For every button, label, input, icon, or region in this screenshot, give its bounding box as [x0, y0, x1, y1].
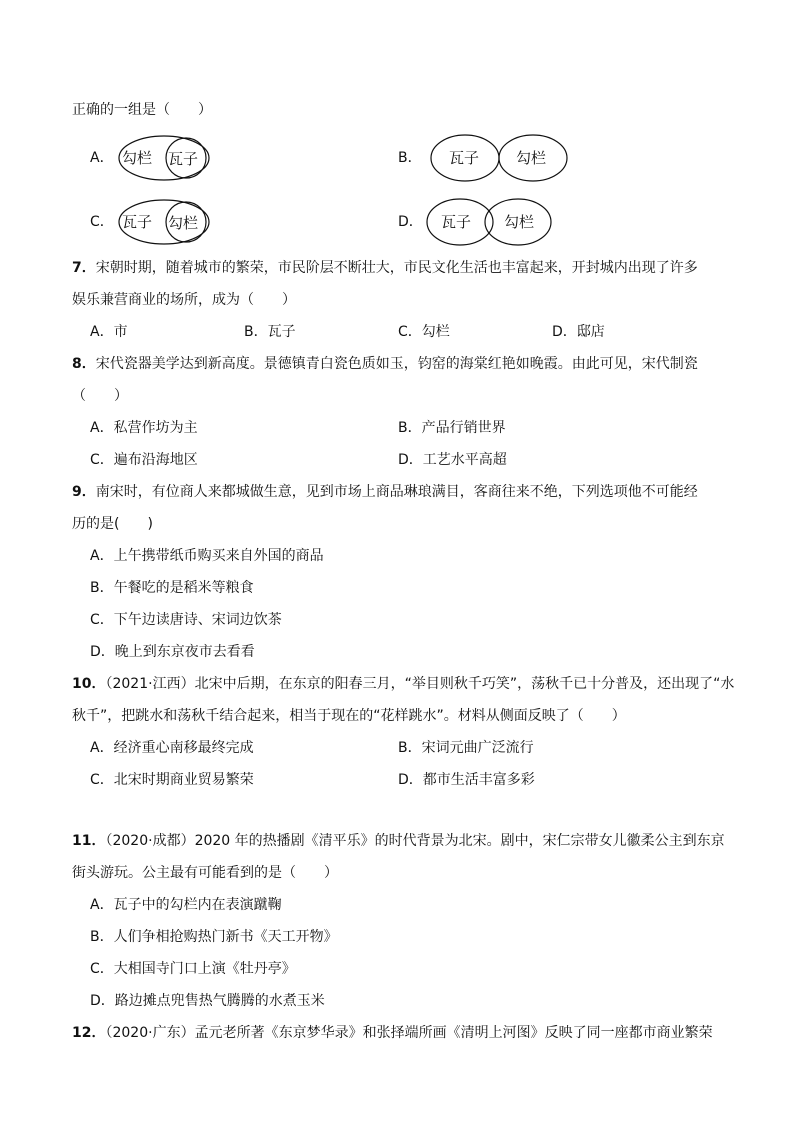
q7-option-b[interactable]: B．瓦子 [244, 324, 296, 340]
q7-number: 7． [72, 260, 96, 276]
q10-text1: 北宋中后期，在东京的阳春三月，“举目则秋千巧笑”，荡秋千已十分普及，还出现了“水 [194, 676, 735, 692]
q12-number: 12． [72, 1025, 106, 1041]
q10-option-d[interactable]: D．都市生活丰富多彩 [398, 772, 535, 788]
q6-stem-tail: 正确的一组是（ ） [72, 102, 212, 118]
q6-a-inner-label: 瓦子 [168, 150, 199, 168]
q10-option-c[interactable]: C．北宋时期商业贸易繁荣 [90, 772, 254, 788]
q6-option-c-diagram [116, 198, 216, 250]
q10-line1 [72, 674, 734, 694]
q8-option-c[interactable]: C．遍布沿海地区 [90, 452, 198, 468]
q8-text1: 宋代瓷器美学达到新高度。景德镇青白瓷色质如玉，钧窑的海棠红艳如晚霞。由此可见，宋代制瓷 [95, 356, 698, 372]
q6-a-outer-label: 勾栏 [122, 149, 153, 167]
q11-option-a[interactable]: A．瓦子中的勾栏内在表演蹴鞠 [90, 897, 282, 913]
q6-option-d-diagram [426, 198, 556, 252]
q6-option-b-letter[interactable]: B． [398, 150, 422, 166]
q6-d-left-label: 瓦子 [441, 213, 472, 231]
q8-option-a[interactable]: A．私营作坊为主 [90, 420, 198, 436]
q7-option-a[interactable]: A．市 [90, 324, 128, 340]
q11-line1 [72, 831, 725, 851]
q10-number: 10． [72, 676, 106, 692]
q12-text1: 孟元老所著《东京梦华录》和张择端所画《清明上河图》反映了同一座都市商业繁荣 [194, 1025, 713, 1041]
q11-number: 11． [72, 833, 106, 849]
q9-number: 9． [72, 484, 96, 500]
q6-b-right-label: 勾栏 [516, 149, 547, 167]
q10-source: （2021·江西） [105, 676, 195, 692]
q12-source: （2020·广东） [105, 1025, 195, 1041]
q9-option-d[interactable]: D．晚上到东京夜市去看看 [90, 644, 255, 660]
q9-line1 [72, 482, 698, 502]
q6-option-d-letter[interactable]: D． [398, 214, 423, 230]
q6-b-left-label: 瓦子 [449, 149, 480, 167]
q9-option-b[interactable]: B．午餐吃的是稻米等粮食 [90, 580, 254, 596]
q6-d-right-label: 勾栏 [504, 213, 535, 231]
q7-option-d[interactable]: D．邸店 [552, 324, 605, 340]
q7-text1: 宋朝时期，随着城市的繁荣，市民阶层不断壮大，市民文化生活也丰富起来，开封城内出现了许多 [95, 260, 698, 276]
q6-c-inner-label: 勾栏 [168, 214, 199, 232]
q10-option-a[interactable]: A．经济重心南移最终完成 [90, 740, 254, 756]
q8-line1 [72, 354, 698, 374]
q8-number: 8． [72, 356, 96, 372]
q9-text1: 南宋时，有位商人来都城做生意，见到市场上商品琳琅满目，客商往来不绝，下列选项他不可能经 [95, 484, 698, 500]
q10-line2: 秋千”，把跳水和荡秋千结合起来，相当于现在的“花样跳水”。材料从侧面反映了（ ） [72, 708, 626, 724]
q10-option-b[interactable]: B．宋词元曲广泛流行 [398, 740, 534, 756]
q11-source: （2020·成都） [105, 833, 195, 849]
q8-option-d[interactable]: D．工艺水平高超 [398, 452, 507, 468]
q11-option-d[interactable]: D．路边摊点兜售热气腾腾的水煮玉米 [90, 993, 325, 1009]
q6-option-c-letter[interactable]: C． [90, 214, 114, 230]
q8-line2: （ ） [72, 388, 128, 404]
q7-option-c[interactable]: C．勾栏 [398, 324, 450, 340]
q6-option-b-diagram [430, 134, 570, 188]
q11-option-c[interactable]: C．大相国寺门口上演《牡丹亭》 [90, 961, 296, 977]
q11-option-b[interactable]: B．人们争相抢购热门新书《天工开物》 [90, 929, 338, 945]
q9-option-a[interactable]: A．上午携带纸币购买来自外国的商品 [90, 548, 324, 564]
q12-line1 [72, 1023, 713, 1043]
q9-line2: 历的是( ) [72, 516, 153, 532]
q6-option-a-diagram [116, 134, 216, 186]
q11-line2: 街头游玩。公主最有可能看到的是（ ） [72, 865, 338, 881]
q6-c-outer-label: 瓦子 [122, 213, 153, 231]
q8-option-b[interactable]: B．产品行销世界 [398, 420, 506, 436]
q9-option-c[interactable]: C．下午边读唐诗、宋词边饮茶 [90, 612, 282, 628]
q6-option-a-letter[interactable]: A． [90, 150, 114, 166]
q7-line2: 娱乐兼营商业的场所，成为（ ） [72, 292, 296, 308]
q7-line1 [72, 258, 698, 278]
q11-text1: 2020 年的热播剧《清平乐》的时代背景为北宋。剧中，宋仁宗带女儿徽柔公主到东京 [194, 833, 725, 849]
